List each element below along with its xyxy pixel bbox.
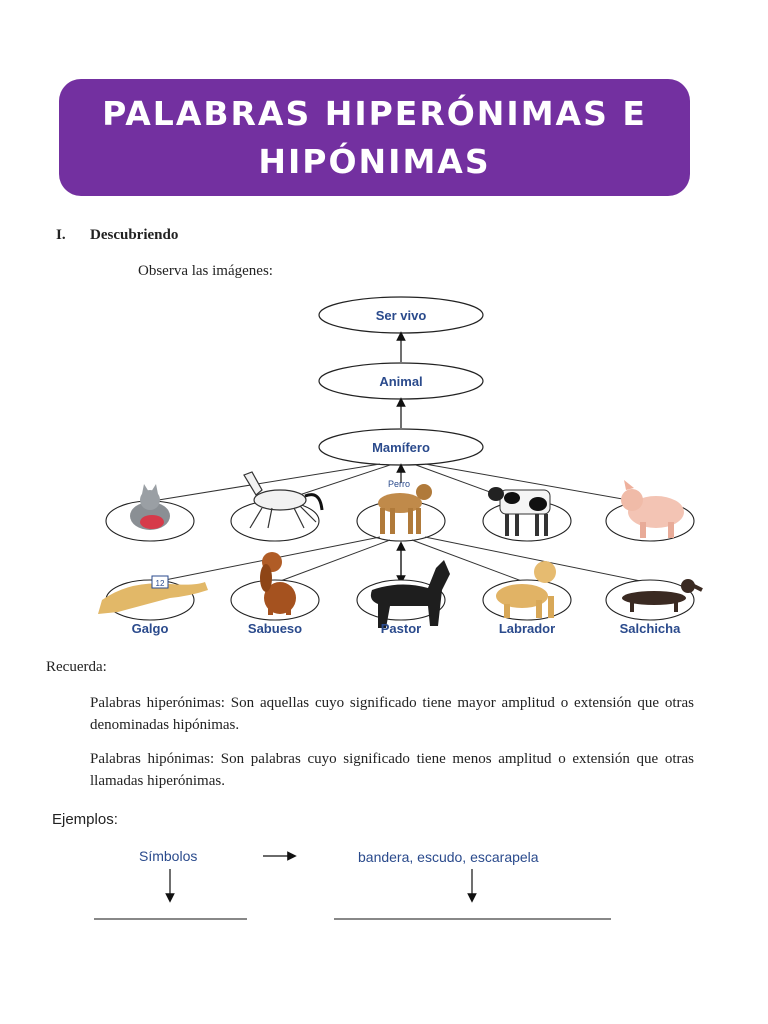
cat-icon: [130, 484, 170, 530]
title-banner: [59, 79, 690, 196]
ejemplos-heading: Ejemplos:: [52, 811, 118, 828]
instruction-text: Observa las imágenes:: [138, 263, 273, 279]
recuerda-label: Recuerda:: [46, 659, 107, 675]
node-animal-label: Animal: [379, 374, 423, 389]
perro-label: Perro: [387, 479, 411, 489]
hierarchy-diagram: [0, 290, 768, 650]
breed-label-labrador: Labrador: [498, 621, 556, 636]
examples-diagram: [0, 840, 768, 940]
example-list: bandera, escudo, escarapela: [358, 849, 539, 865]
section-title: Descubriendo: [90, 227, 179, 243]
page-title-line-1: PALABRAS HIPERÓNIMAS E: [102, 94, 647, 133]
node-ser-vivo-label: Ser vivo: [375, 308, 427, 323]
perro-connectors: [150, 537, 650, 583]
breed-label-galgo: Galgo: [131, 621, 169, 636]
svg-text:12: 12: [155, 579, 165, 588]
breed-label-salchicha: Salchicha: [619, 621, 681, 636]
definition-hiperonimas: Palabras hiperónimas: Son aquellas cuyo significado tiene mayor amplitud o extensión que otras denominadas hipónimas.: [90, 695, 694, 733]
breed-label-sabueso: Sabueso: [247, 621, 303, 636]
section-number: I.: [56, 227, 66, 243]
node-mamifero-label: Mamífero: [372, 440, 430, 455]
definition-hiponimas: Palabras hipónimas: Son palabras cuyo significado tiene menos amplitud o extensión que otras llamadas hiperónimas.: [90, 751, 694, 789]
page-title-line-2: HIPÓNIMAS: [258, 142, 491, 181]
example-word: Símbolos: [139, 848, 198, 864]
breed-label-pastor: Pastor: [380, 621, 422, 636]
